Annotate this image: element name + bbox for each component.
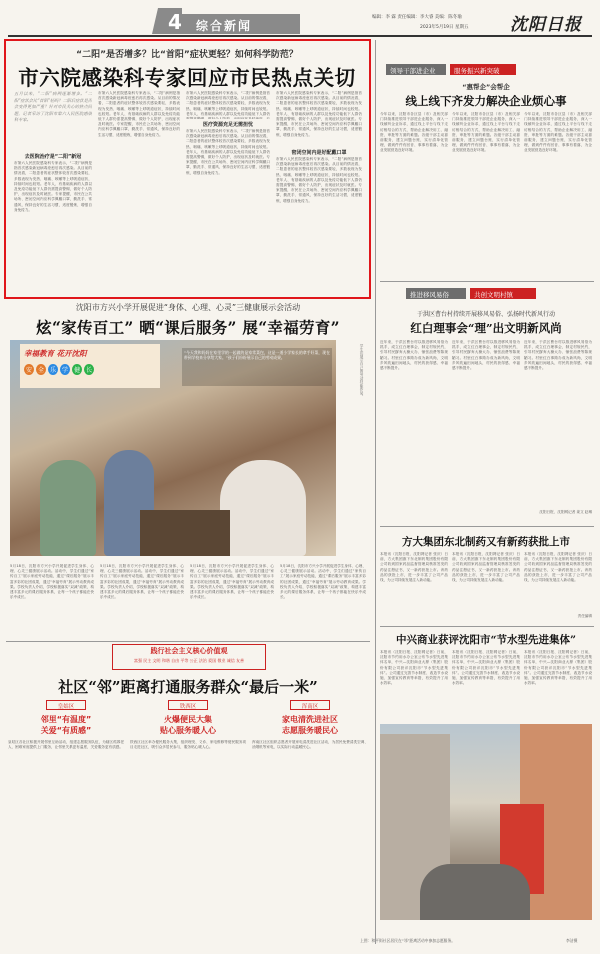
photo-caption-vertical: 学生们展示自己的劳动技能作品。 <box>360 344 364 398</box>
article7-col-2 <box>130 700 246 932</box>
article2-body-col3: 今年以来，沈阳市各区县（市）及相关部门持续推进领导干部进企业服务，深入一线倾听企业诉求，通过线上平台与线下走访相结合的方式，帮助企业解决用工、融资、审批等方面的难题。各级干部主动靠前服务，建立问题台账，实行清单化管理，做到件件有回音、事事有着落，为企业发展营造良好环境。 <box>524 112 592 153</box>
badge-6: 长 <box>84 364 94 375</box>
badge-5: 健 <box>72 364 82 375</box>
article5-byline: 责任编辑 <box>577 614 592 618</box>
article6-body-col1: 本报讯（沈阳日报、沈阳网记者）日前，沈阳市节约用水办公室公布节水型先进集体名单，中兴—沈阳商业大厦（集团）股份有限公司获评沈阳市“节水型先进集体”。公司通过完善节水制度、改造节水设施、加强宣传教育等举措，有效提升了用水效率。 <box>380 650 448 686</box>
community-photo <box>380 724 592 920</box>
article2-sub: “惠帮企”会帮企 <box>462 83 510 91</box>
badge-2: 全 <box>36 364 46 375</box>
article2-body-col1: 今年以来，沈阳市各区县（市）及相关部门持续推进领导干部进企业服务，深入一线倾听企业诉求，通过线上平台与线下走访相结合的方式，帮助企业解决用工、融资、审批等方面的难题。各级干部主动靠前服务，建立问题台账，实行清单化管理，做到件件有回音、事事有着落，为企业发展营造良好环境。 <box>380 112 448 153</box>
article4-body-col1: 近年来，于洪区曹台村以推进移风易俗为抓手，成立红白理事会，制定村规民约，引导村民摒弃大操大办、铺张浪费等陈规陋习。村里红白事简办成为新风尚，文明乡风吹遍田间地头，村民的获得感、幸福感不断提升。 <box>380 340 448 371</box>
photo-quote: “今天我和妈妈在家里学的一起做的是家常菜包，这是一道小学家长的拿手好菜，现在带到学校来分享给大家。”孩子们纷纷展示自己的劳动成果。 <box>182 348 332 386</box>
article1-body-col4b: 市第六人民医院感染科专家表示，“二阳”病例是指首次感染新冠病毒痊愈后再次感染。从目前的情况看，二阳患者的症状整体较首次感染要轻，多数表现为发热、咽痛、咳嗽等上呼吸道症状，持续时间也较短。老年人、有基础疾病的人群以及免疫功能低下人群仍需提高警惕，做好个人防护，出现症状及时就医。专家提醒，市民在公共场所、密闭空间内应科学佩戴口罩，勤洗手、常通风，保持良好的生活习惯，适度锻炼，增强自身免疫力。 <box>276 157 362 203</box>
col3-title-2: 志愿服务暖民心 <box>282 726 338 735</box>
col1-body: 皇姑区各社区积极开展邻里互助活动，组建志愿服务队伍，为辖区孤寡老人、困难家庭提供上门服务，让邻里关系更有温度，关爱服务更有质感。 <box>8 740 124 750</box>
article-community-service <box>4 644 372 934</box>
article1-body-col1: 市第六人民医院感染科专家表示，“二阳”病例是指首次感染新冠病毒痊愈后再次感染。从目前的情况看，二阳患者的症状整体较首次感染要轻，多数表现为发热、咽痛、咳嗽等上呼吸道症状，持续时间也较短。老年人、有基础疾病的人群以及免疫功能低下人群仍需提高警惕，做好个人防护，出现症状及时就医。专家提醒，市民在公共场所、密闭空间内应科学佩戴口罩，勤洗手、常通风，保持良好的生活习惯，适度锻炼，增强自身免疫力。 <box>14 161 92 212</box>
article2-kicker-2: 服务振兴新突破 <box>454 67 500 75</box>
badge-4: 学 <box>60 364 70 375</box>
photo-badges <box>24 364 94 375</box>
article-infection-expert <box>4 39 371 299</box>
masthead <box>0 0 600 36</box>
article2-title: 线上线下齐发力解决企业烦心事 <box>405 94 567 108</box>
article-water-saving <box>378 628 594 948</box>
article2-body-col2: 今年以来，沈阳市各区县（市）及相关部门持续推进领导干部进企业服务，深入一线倾听企业诉求，通过线上平台与线下走访相结合的方式，帮助企业解决用工、融资、审批等方面的难题。各级干部主动靠前服务，建立问题台账，实行清单化管理，做到件件有回音、事事有着落，为企业发展营造良好环境。 <box>452 112 520 153</box>
article7-title: 社区“邻”距离打通服务群众“最后一米” <box>58 678 318 696</box>
article5-title: 方大集团东北制药又有新药获批上市 <box>402 536 570 548</box>
col2-tag: 铁西区 <box>179 704 197 710</box>
article5-body-col3: 本报讯（沈阳日报、沈阳网记者 张庆）日前，方大集团旗下东北制药集团股份有限公司收到国家药品监督管理局核准签发的药品注册证书，又一新药获批上市。该药品的获批上市，进一步丰富了公司产品线，为公司持续发展注入新动能。 <box>524 552 592 583</box>
article1-body-col4: 市第六人民医院感染科专家表示，“二阳”病例是指首次感染新冠病毒痊愈后再次感染。从目前的情况看，二阳患者的症状整体较首次感染要轻，多数表现为发热、咽痛、咳嗽等上呼吸道症状，持续时间也较短。老年人、有基础疾病的人群以及免疫功能低下人群仍需提高警惕，做好个人防护，出现症状及时就医。专家提醒，市民在公共场所、密闭空间内应科学佩戴口罩，勤洗手、常通风，保持良好的生活习惯，适度锻炼，增强自身免疫力。 <box>276 91 362 137</box>
badge-3: 乐 <box>48 364 58 375</box>
article7-kicker: 践行社会主义核心价值观 <box>150 647 228 655</box>
col1-tag: 皇姑区 <box>57 704 75 710</box>
article3-title: 炫“家传百工” 晒“课后服务” 展“幸福劳育” <box>36 318 340 337</box>
article7-values: 富强 民主 文明 和谐 自由 平等 公正 法治 爱国 敬业 诚信 友善 <box>134 658 244 663</box>
article3-body-col3: 5月18日，沈阳市方兴小学开展促进学生身体、心理、心灵三健康展示活动。活动中，学生们通过“家传百工”展示家庭劳动技能，通过“课后服务”展示丰富多彩的社团成果，通过“幸福劳育”展示劳动教育成果。学校负责人介绍，学校积极落实“双减”政策，构建丰富多元的课后服务体系，让每一个孩子都能在快乐中成长。 <box>190 564 274 600</box>
article7-col-3 <box>252 700 368 932</box>
badge-1: 安 <box>24 364 34 375</box>
article4-body-col2: 近年来，于洪区曹台村以推进移风易俗为抓手，成立红白理事会，制定村规民约，引导村民摒弃大操大办、铺张浪费等陈规陋习。村里红白事简办成为新风尚，文明乡风吹遍田间地头，村民的获得感、幸福感不断提升。 <box>452 340 520 371</box>
school-event-photo <box>10 340 336 556</box>
article3-body-col2: 5月18日，沈阳市方兴小学开展促进学生身体、心理、心灵三健康展示活动。活动中，学生们通过“家传百工”展示家庭劳动技能，通过“课后服务”展示丰富多彩的社团成果，通过“幸福劳育”展示劳动教育成果。学校负责人介绍，学校积极落实“双减”政策，构建丰富多元的课后服务体系，让每一个孩子都能在快乐中成长。 <box>100 564 184 600</box>
rule-right-2 <box>380 526 594 527</box>
photo-child-1 <box>40 460 96 556</box>
article1-kicker: “二阳”是否增多？比“首阳”症状更轻？如何科学防范？ <box>76 50 298 60</box>
article4-body-col3: 近年来，于洪区曹台村以推进移风易俗为抓手，成立红白理事会，制定村规民约，引导村民摒弃大操大办、铺张浪费等陈规陋习。村里红白事简办成为新风尚，文明乡风吹遍田间地头，村民的获得感、幸福感不断提升。 <box>524 340 592 371</box>
paper-logo: 沈阳日报 <box>510 15 582 35</box>
masthead-rule <box>8 35 592 37</box>
footer-caption: 上图：和平街社区居民在“邻”距离活动中参加志愿服务。 <box>360 938 456 943</box>
article4-kicker-2: 共创文明村镇 <box>474 291 513 299</box>
date-line: 2023年5月19日 星期五 <box>420 25 469 30</box>
article1-body-col2: 市第六人民医院感染科专家表示，“二阳”病例是指首次感染新冠病毒痊愈后再次感染。从目前的情况看，二阳患者的症状整体较首次感染要轻，多数表现为发热、咽痛、咳嗽等上呼吸道症状，持续时间也较短。老年人、有基础疾病的人群以及免疫功能低下人群仍需提高警惕，做好个人防护，出现症状及时就医。专家提醒，市民在公共场所、密闭空间内应科学佩戴口罩，勤洗手、常通风，保持良好的生活习惯，适度锻炼，增强自身免疫力。 <box>98 91 180 137</box>
article-enterprise-service <box>378 40 594 280</box>
col2-title-2: 贴心服务暖人心 <box>160 726 216 735</box>
col3-tag: 浑南区 <box>301 704 319 710</box>
article3-body-col1: 5月18日，沈阳市方兴小学开展促进学生身体、心理、心灵三健康展示活动。活动中，学生们通过“家传百工”展示家庭劳动技能，通过“课后服务”展示丰富多彩的社团成果，通过“幸福劳育”展示劳动教育成果。学校负责人介绍，学校积极落实“双减”政策，构建丰富多元的课后服务体系，让每一个孩子都能在快乐中成长。 <box>10 564 94 600</box>
article-new-drug <box>378 528 594 624</box>
article1-lead: 五月以来，“二阳”病例逐渐增多。“二阳”症状会比“首阳”轻吗？二阳后症状是否会变得更加严重？针对市民关心的热点问题，记者采访了沈阳市第六人民医院感染科专家。 <box>14 91 92 123</box>
article1-body-col3b: 市第六人民医院感染科专家表示，“二阳”病例是指首次感染新冠病毒痊愈后再次感染。从目前的情况看，二阳患者的症状整体较首次感染要轻，多数表现为发热、咽痛、咳嗽等上呼吸道症状，持续时间也较短。老年人、有基础疾病的人群以及免疫功能低下人群仍需提高警惕，做好个人防护，出现症状及时就医。专家提醒，市民在公共场所、密闭空间内应科学佩戴口罩，勤洗手、常通风，保持良好的生活习惯，适度锻炼，增强自身免疫力。 <box>186 129 270 175</box>
photo-crowd <box>420 864 530 920</box>
article4-byline: 沈阳日报、沈阳网记者 姜文 赵琳 <box>539 510 592 514</box>
photo-banner-text: 幸福教育 花开沈阳 <box>24 349 87 358</box>
photo-table <box>140 510 230 556</box>
footer-byline: 李洁摄 <box>566 938 578 943</box>
article4-kicker: 推进移风易俗 <box>410 291 449 299</box>
article4-sub: 于洪区曹台村持续开展移风易俗、弘扬时代新风行动 <box>416 311 555 318</box>
article6-title: 中兴商业获评沈阳市“节水型先进集体” <box>395 634 577 646</box>
article1-subhead-2: 医疗资源充足无需担忧 <box>202 122 253 128</box>
article4-title: 红白理事会“理”出文明新风尚 <box>410 321 562 335</box>
rule-left-1 <box>6 641 370 642</box>
article7-col-1 <box>8 700 124 932</box>
editors-line: 编辑：李 霖 责任编辑：李大睿 美编：陈冬瑜 <box>372 15 462 20</box>
article2-kicker: 领导干部进企业 <box>390 67 436 75</box>
rule-right-3 <box>380 626 594 627</box>
article5-body-col1: 本报讯（沈阳日报、沈阳网记者 张庆）日前，方大集团旗下东北制药集团股份有限公司收到国家药品监督管理局核准签发的药品注册证书，又一新药获批上市。该药品的获批上市，进一步丰富了公司产品线，为公司持续发展注入新动能。 <box>380 552 448 583</box>
article-school-event <box>4 300 372 640</box>
col3-title-1: 家电清洗进社区 <box>282 715 338 724</box>
section-title: 综合新闻 <box>196 19 253 33</box>
article-village-custom <box>378 284 594 524</box>
article6-body-col3: 本报讯（沈阳日报、沈阳网记者）日前，沈阳市节约用水办公室公布节水型先进集体名单，中兴—沈阳商业大厦（集团）股份有限公司获评沈阳市“节水型先进集体”。公司通过完善节水制度、改造节水设施、加强宣传教育等举措，有效提升了用水效率。 <box>524 650 592 686</box>
col3-body: 浑南区社区组织志愿者开展家电清洗进社区活动，为居民免费清洗空调、油烟机等家电，以实际行动温暖民心。 <box>252 740 368 750</box>
col2-title-1: 火爆便民大集 <box>164 715 212 724</box>
article3-kicker: 沈阳市方兴小学开展促进“身体、心理、心灵”三健康展示会活动 <box>75 303 301 312</box>
article1-subhead-3: 密闭空间内是好配戴口罩 <box>291 150 347 156</box>
page-number: 4 <box>168 10 182 34</box>
column-rule-vertical <box>375 40 376 944</box>
article1-body-col3: 市第六人民医院感染科专家表示，“二阳”病例是指首次感染新冠病毒痊愈后再次感染。从目前的情况看，二阳患者的症状整体较首次感染要轻，多数表现为发热、咽痛、咳嗽等上呼吸道症状，持续时间也较短。老年人、有基础疾病的人群以及免疫功能低下人群仍 <box>186 91 270 116</box>
article6-body-col2: 本报讯（沈阳日报、沈阳网记者）日前，沈阳市节约用水办公室公布节水型先进集体名单，中兴—沈阳商业大厦（集团）股份有限公司获评沈阳市“节水型先进集体”。公司通过完善节水制度、改造节水设施、加强宣传教育等举措，有效提升了用水效率。 <box>452 650 520 686</box>
col1-title-1: 邻里“有温度” <box>40 715 92 724</box>
article1-title: 市六院感染科专家回应市民热点关切 <box>18 66 356 90</box>
col2-body: 铁西区社区举办便民服务大集，组织理发、义诊、家电维修等便民服务项目走进社区，吸引众多居民参与，服务贴心暖人心。 <box>130 740 246 750</box>
article3-body-col4: 5月18日，沈阳市方兴小学开展促进学生身体、心理、心灵三健康展示活动。活动中，学生们通过“家传百工”展示家庭劳动技能，通过“课后服务”展示丰富多彩的社团成果，通过“幸福劳育”展示劳动教育成果。学校负责人介绍，学校积极落实“双减”政策，构建丰富多元的课后服务体系，让每一个孩子都能在快乐中成长。 <box>280 564 366 600</box>
article1-subhead-1: 去医院治疗是“二阳”新冠 <box>24 154 82 160</box>
photo-girl <box>220 460 306 556</box>
col1-title-2: 关爱“有质感” <box>40 726 92 735</box>
article5-body-col2: 本报讯（沈阳日报、沈阳网记者 张庆）日前，方大集团旗下东北制药集团股份有限公司收到国家药品监督管理局核准签发的药品注册证书，又一新药获批上市。该药品的获批上市，进一步丰富了公司产品线，为公司持续发展注入新动能。 <box>452 552 520 583</box>
rule-right-1 <box>380 281 594 282</box>
